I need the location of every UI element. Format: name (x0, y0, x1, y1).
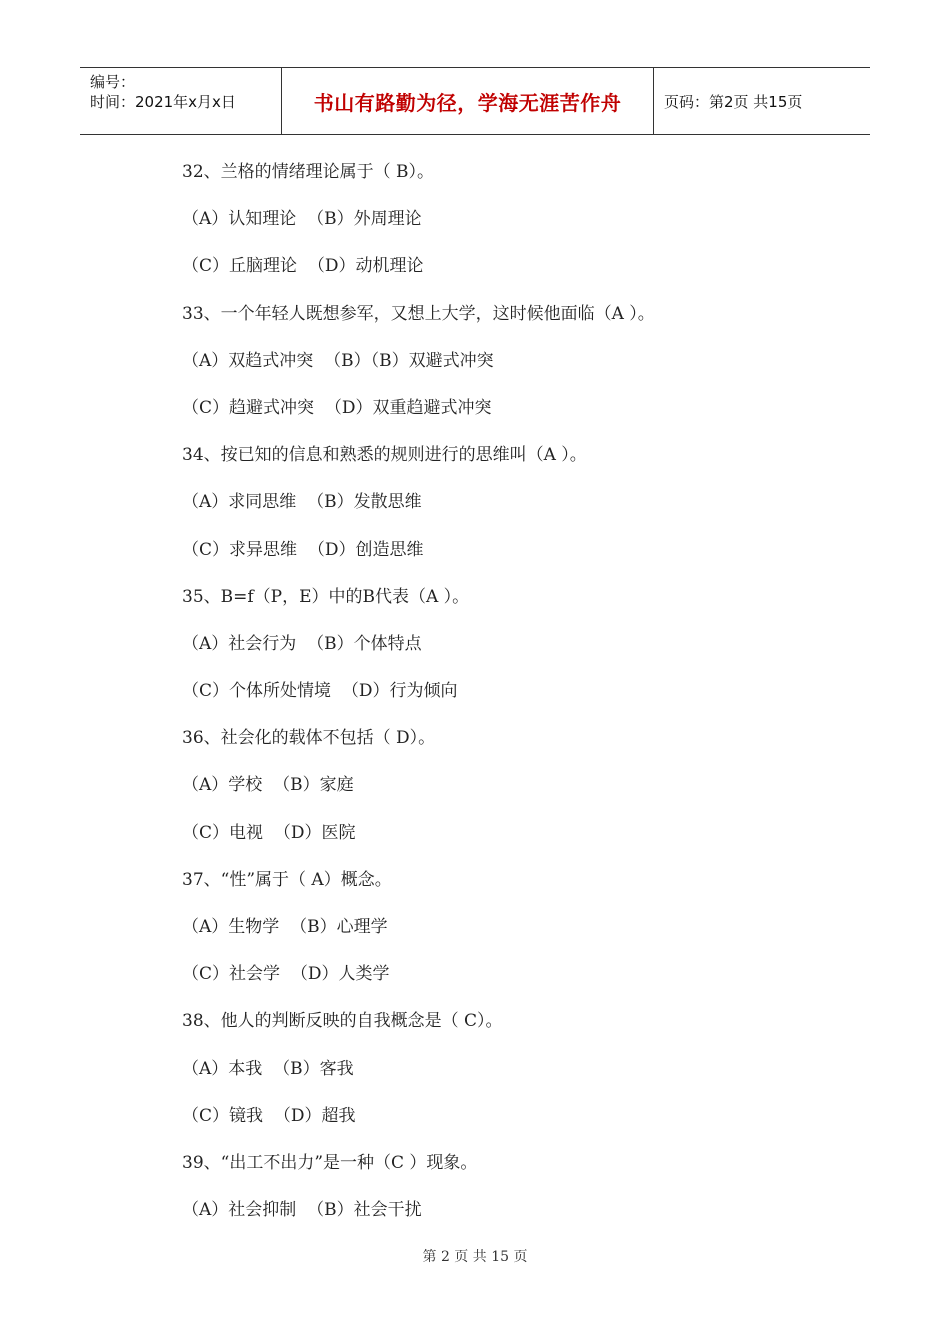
question-36-options-cd: （C）电视 （D）医院 (182, 822, 356, 843)
header-meta (80, 68, 282, 134)
question-34-stem: 34、按已知的信息和熟悉的规则进行的思维叫（A ）。 (182, 445, 587, 466)
page-header (80, 67, 870, 135)
question-34-options-cd: （C）求异思维 （D）创造思维 (182, 539, 424, 560)
header-time-label: 时间：2021年x月x日 (90, 93, 236, 111)
question-38-options-cd: （C）镜我 （D）超我 (182, 1105, 356, 1126)
question-36-options-ab: （A）学校 （B）家庭 (182, 775, 354, 796)
question-35-options-cd: （C）个体所处情境 （D）行为倾向 (182, 681, 458, 702)
question-32-options-cd: （C）丘脑理论 （D）动机理论 (182, 256, 424, 277)
page-footer: 第 2 页 共 15 页 (422, 1249, 528, 1265)
question-33-options-cd: （C）趋避式冲突 （D）双重趋避式冲突 (182, 397, 492, 418)
question-32-stem: 32、兰格的情绪理论属于（ B）。 (182, 162, 435, 182)
question-39-stem: 39、“出工不出力”是一种（C ）现象。 (182, 1152, 478, 1173)
question-33-options-ab: （A）双趋式冲突 （B）（B）双避式冲突 (182, 350, 494, 371)
header-motto: 书山有路勤为径，学海无涯苦作舟 (282, 68, 654, 134)
question-list (182, 157, 842, 1242)
question-39-options-ab: （A）社会抑制 （B）社会干扰 (182, 1200, 422, 1221)
header-page-info: 页码：第2页 共15页 (664, 92, 803, 111)
question-37-options-cd: （C）社会学 （D）人类学 (182, 964, 390, 985)
header-number-label: 编号： (90, 73, 136, 91)
question-33-stem: 33、一个年轻人既想参军，又想上大学，这时候他面临（A ）。 (182, 303, 655, 324)
question-37-stem: 37、“性”属于（ A）概念。 (182, 869, 392, 890)
question-37-options-ab: （A）生物学 （B）心理学 (182, 917, 388, 937)
question-32-options-ab: （A）认知理论 （B）外周理论 (182, 209, 422, 230)
question-38-options-ab: （A）本我 （B）客我 (182, 1058, 354, 1079)
question-38-stem: 38、他人的判断反映的自我概念是（ C）。 (182, 1011, 503, 1032)
question-36-stem: 36、社会化的载体不包括（ D）。 (182, 728, 436, 749)
question-35-stem: 35、B=f（P，E）中的B代表（A ）。 (182, 586, 470, 607)
question-34-options-ab: （A）求同思维 （B）发散思维 (182, 492, 422, 513)
question-35-options-ab: （A）社会行为 （B）个体特点 (182, 633, 422, 654)
